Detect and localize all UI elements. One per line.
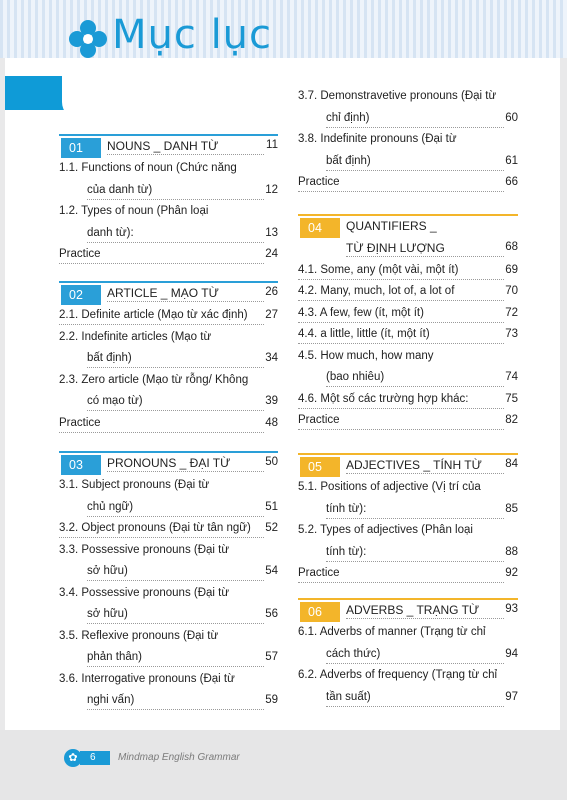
- entry-page-number: 72: [502, 307, 518, 319]
- section-rule: [59, 281, 278, 283]
- leader-dots: [87, 198, 264, 200]
- entry-text: 4.3. A few, few (ít, một ít): [298, 307, 427, 319]
- entry-text: Practice: [298, 414, 343, 426]
- toc-entry: [59, 352, 278, 372]
- section-title-row: [59, 286, 278, 306]
- section-page-number: 68: [502, 241, 518, 253]
- entry-text: 1.2. Types of noun (Phân loại: [59, 205, 211, 217]
- entry-text: 2.3. Zero article (Mạo từ rỗng/ Không: [59, 374, 251, 386]
- entry-text: 5.2. Types of adjectives (Phân loại: [298, 524, 476, 536]
- entry-text: tính từ):: [326, 546, 369, 558]
- leader-dots: [87, 708, 264, 710]
- toc-entry[interactable]: [59, 162, 278, 182]
- toc-entry[interactable]: [59, 587, 278, 607]
- toc-entry[interactable]: [298, 176, 518, 196]
- toc-entry: [59, 694, 278, 714]
- entry-page-number: 85: [502, 503, 518, 515]
- toc-entry[interactable]: [298, 328, 518, 348]
- toc-entry[interactable]: [59, 205, 278, 225]
- toc-entry: [298, 503, 518, 523]
- entry-page-number: 34: [262, 352, 278, 364]
- toc-entry[interactable]: [59, 417, 278, 437]
- section-number: 01: [61, 138, 101, 158]
- entry-text: có mạo từ): [87, 395, 146, 407]
- entry-page-number: 97: [502, 691, 518, 703]
- leader-dots: [59, 262, 264, 264]
- toc-entry[interactable]: [298, 350, 518, 370]
- leader-dots: [87, 665, 264, 667]
- entry-text: của danh từ): [87, 184, 155, 196]
- entry-text: 3.6. Interrogative pronouns (Đại từ: [59, 673, 238, 685]
- leader-dots: [107, 153, 264, 155]
- toc-entry[interactable]: [59, 479, 278, 499]
- page-title: Mục lục: [112, 12, 273, 58]
- entry-text: 3.3. Possessive pronouns (Đại từ: [59, 544, 232, 556]
- entry-page-number: 69: [502, 264, 518, 276]
- toc-entry[interactable]: [59, 522, 278, 542]
- leader-dots: [298, 407, 504, 409]
- entry-text: 6.1. Adverbs of manner (Trạng từ chỉ: [298, 626, 489, 638]
- entry-page-number: 27: [262, 309, 278, 321]
- toc-entry[interactable]: [59, 248, 278, 268]
- toc-entry: [59, 395, 278, 415]
- leader-dots: [87, 579, 264, 581]
- leader-dots: [59, 323, 264, 325]
- toc-entry[interactable]: [59, 630, 278, 650]
- entry-page-number: 92: [502, 567, 518, 579]
- toc-entry[interactable]: [298, 90, 518, 110]
- toc-entry[interactable]: [59, 673, 278, 693]
- section-title-row: [298, 603, 518, 623]
- leader-dots: [298, 278, 504, 280]
- toc-entry: [59, 227, 278, 247]
- leader-dots: [346, 255, 504, 257]
- section-page-number: 11: [263, 139, 278, 151]
- section-page-number: 84: [502, 458, 518, 470]
- entry-text: sở hữu): [87, 565, 131, 577]
- leader-dots: [346, 472, 504, 474]
- entry-page-number: 56: [262, 608, 278, 620]
- toc-entry[interactable]: [298, 264, 518, 284]
- entry-page-number: 12: [262, 184, 278, 196]
- section-title-row: [59, 456, 278, 476]
- section-title: ADVERBS _ TRẠNG TỪ: [346, 603, 482, 617]
- entry-page-number: 39: [262, 395, 278, 407]
- leader-dots: [298, 428, 504, 430]
- toc-entry: [298, 155, 518, 175]
- entry-text: 3.4. Possessive pronouns (Đại từ: [59, 587, 232, 599]
- entry-text: phản thân): [87, 651, 145, 663]
- entry-page-number: 75: [502, 393, 518, 405]
- section-rule: [298, 598, 518, 600]
- leader-dots: [87, 622, 264, 624]
- leader-dots: [326, 126, 504, 128]
- toc-entry[interactable]: [298, 567, 518, 587]
- section-title-row: [298, 241, 518, 261]
- leader-dots: [59, 536, 264, 538]
- entry-text: bất định): [87, 352, 135, 364]
- toc-entry: [298, 546, 518, 566]
- section-page-number: 93: [502, 603, 518, 615]
- entry-text: danh từ):: [87, 227, 137, 239]
- toc-entry: [59, 184, 278, 204]
- entry-text: Practice: [59, 417, 104, 429]
- entry-text: 4.6. Một số các trường hợp khác:: [298, 393, 471, 405]
- section-number: 02: [61, 285, 101, 305]
- footer-page-number: 6: [80, 751, 110, 765]
- leader-dots: [326, 705, 504, 707]
- leader-dots: [298, 342, 504, 344]
- section-title-row: [59, 139, 278, 159]
- section-rule: [298, 453, 518, 455]
- leader-dots: [326, 560, 504, 562]
- toc-entry: [298, 371, 518, 391]
- entry-page-number: 88: [502, 546, 518, 558]
- toc-entry: [59, 501, 278, 521]
- toc-entry: [298, 112, 518, 132]
- entry-text: chỉ định): [326, 112, 372, 124]
- section-title: NOUNS _ DANH TỪ: [107, 139, 221, 153]
- entry-text: cách thức): [326, 648, 383, 660]
- toc-entry[interactable]: [298, 481, 518, 501]
- entry-text: 3.7. Demonstravetive pronouns (Đại từ: [298, 90, 499, 102]
- entry-text: 1.1. Functions of noun (Chức năng: [59, 162, 240, 174]
- section-number: 05: [300, 457, 340, 477]
- entry-text: 4.2. Many, much, lot of, a lot of: [298, 285, 457, 297]
- toc-entry[interactable]: [298, 307, 518, 327]
- entry-text: Practice: [298, 176, 343, 188]
- toc-entry: [59, 565, 278, 585]
- entry-text: tần suất): [326, 691, 374, 703]
- leader-dots: [326, 169, 504, 171]
- entry-page-number: 13: [262, 227, 278, 239]
- entry-text: 3.2. Object pronouns (Đại từ tân ngữ): [59, 522, 254, 534]
- entry-text: 2.2. Indefinite articles (Mạo từ: [59, 331, 214, 343]
- entry-page-number: 82: [502, 414, 518, 426]
- footer-clover-icon: ✿: [64, 749, 82, 767]
- entry-page-number: 60: [502, 112, 518, 124]
- section-rule: [298, 214, 518, 216]
- toc-entry[interactable]: [298, 414, 518, 434]
- leader-dots: [87, 409, 264, 411]
- toc-entry: [59, 608, 278, 628]
- entry-page-number: 51: [262, 501, 278, 513]
- entry-text: sở hữu): [87, 608, 131, 620]
- toc-entry: [59, 651, 278, 671]
- toc-entry[interactable]: [298, 393, 518, 413]
- section-rule: [59, 451, 278, 453]
- title-box: [62, 60, 288, 120]
- section-title: QUANTIFIERS _: [346, 219, 440, 233]
- entry-text: 3.1. Subject pronouns (Đại từ: [59, 479, 212, 491]
- entry-page-number: 74: [502, 371, 518, 383]
- entry-text: 6.2. Adverbs of frequency (Trạng từ chỉ: [298, 669, 500, 681]
- entry-page-number: 66: [502, 176, 518, 188]
- entry-text: (bao nhiêu): [326, 371, 387, 383]
- toc-entry[interactable]: [298, 626, 518, 646]
- section-number: 03: [61, 455, 101, 475]
- entry-text: 3.8. Indefinite pronouns (Đại từ: [298, 133, 460, 145]
- toc-entry[interactable]: [59, 331, 278, 351]
- entry-text: chủ ngữ): [87, 501, 136, 513]
- section-number: 04: [300, 218, 340, 238]
- entry-page-number: 59: [262, 694, 278, 706]
- leader-dots: [298, 190, 504, 192]
- entry-text: 3.5. Reflexive pronouns (Đại từ: [59, 630, 221, 642]
- clover-icon: [68, 19, 108, 59]
- section-title-row: [298, 458, 518, 478]
- leader-dots: [298, 321, 504, 323]
- entry-page-number: 61: [502, 155, 518, 167]
- leader-dots: [59, 431, 264, 433]
- leader-dots: [326, 385, 504, 387]
- leader-dots: [107, 470, 264, 472]
- leader-dots: [87, 366, 264, 368]
- toc-entry[interactable]: [59, 309, 278, 329]
- entry-text: tính từ):: [326, 503, 369, 515]
- leader-dots: [326, 662, 504, 664]
- entry-page-number: 24: [262, 248, 278, 260]
- entry-page-number: 57: [262, 651, 278, 663]
- leader-dots: [87, 241, 264, 243]
- bottom-band: [0, 730, 567, 800]
- entry-text: 5.1. Positions of adjective (Vị trí của: [298, 481, 484, 493]
- entry-text: 4.1. Some, any (một vài, một ít): [298, 264, 461, 276]
- entry-page-number: 48: [262, 417, 278, 429]
- leader-dots: [107, 300, 264, 302]
- toc-entry[interactable]: [298, 285, 518, 305]
- entry-text: 4.5. How much, how many: [298, 350, 437, 362]
- section-title: PRONOUNS _ ĐẠI TỪ: [107, 456, 233, 470]
- entry-text: bất định): [326, 155, 374, 167]
- entry-page-number: 94: [502, 648, 518, 660]
- entry-text: Practice: [298, 567, 343, 579]
- entry-page-number: 73: [502, 328, 518, 340]
- entry-page-number: 70: [502, 285, 518, 297]
- entry-page-number: 52: [262, 522, 278, 534]
- toc-entry[interactable]: [298, 133, 518, 153]
- section-page-number: 26: [262, 286, 278, 298]
- section-title: TỪ ĐỊNH LƯỢNG: [346, 241, 448, 255]
- entry-text: nghi vấn): [87, 694, 137, 706]
- leader-dots: [298, 581, 504, 583]
- section-rule: [59, 134, 278, 136]
- leader-dots: [87, 515, 264, 517]
- leader-dots: [346, 617, 504, 619]
- toc-entry[interactable]: [59, 544, 278, 564]
- toc-entry[interactable]: [59, 374, 278, 394]
- section-title: ADJECTIVES _ TÍNH TỪ: [346, 458, 485, 472]
- entry-text: Practice: [59, 248, 104, 260]
- leader-dots: [326, 517, 504, 519]
- toc-entry[interactable]: [298, 524, 518, 544]
- section-title-row: [298, 219, 518, 239]
- entry-text: 4.4. a little, little (ít, một ít): [298, 328, 433, 340]
- section-number: 06: [300, 602, 340, 622]
- entry-text: 2.1. Definite article (Mạo từ xác định): [59, 309, 251, 321]
- toc-entry: [298, 648, 518, 668]
- footer-book-title: Mindmap English Grammar: [118, 752, 240, 763]
- entry-page-number: 54: [262, 565, 278, 577]
- leader-dots: [298, 299, 504, 301]
- section-page-number: 50: [262, 456, 278, 468]
- toc-entry: [298, 691, 518, 711]
- toc-entry[interactable]: [298, 669, 518, 689]
- section-title: ARTICLE _ MẠO TỪ: [107, 286, 222, 300]
